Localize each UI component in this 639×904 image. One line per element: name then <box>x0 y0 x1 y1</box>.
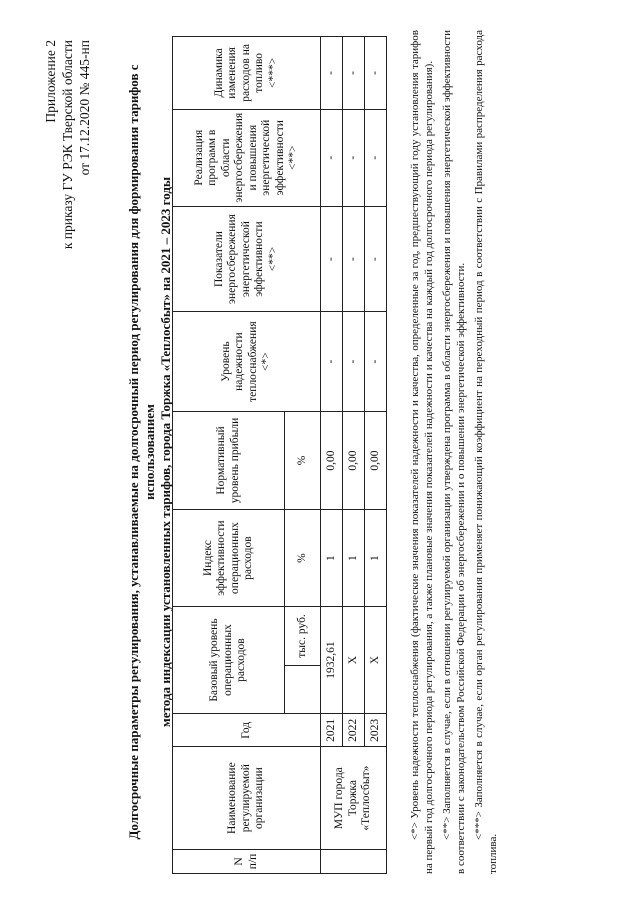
footnote-fuel: <***> Заполняется в случае, если орган регулирования применяет понижающий коэффициент на переходный период в соответствии с Правилами распределения расхода топлива. <box>473 30 499 874</box>
table-row <box>321 37 343 874</box>
cell-index: 1 <box>343 510 365 607</box>
cell-base: Х <box>343 606 365 713</box>
cell-base: 1932,61 <box>321 606 343 713</box>
cell-energy-indicators: - <box>343 206 365 312</box>
header-index: Индекс эффективности операционных расходов <box>173 510 285 607</box>
cell-year: 2021 <box>321 714 343 747</box>
cell-year: 2023 <box>365 714 387 747</box>
order-date: от 17.12.2020 № 445-нп <box>77 40 92 176</box>
header-num: N п/п <box>173 849 321 873</box>
cell-index: 1 <box>321 510 343 607</box>
cell-reliability: - <box>365 312 387 411</box>
cell-energy-indicators: - <box>365 206 387 312</box>
header-year: Год <box>173 714 321 747</box>
units-profit: % <box>285 411 321 510</box>
header-program: Реализация программ в области энергосбережения и повышения энергетической эффективности <**> <box>173 109 321 206</box>
footnote-energy-program: <**> Заполняется в случае, если в отношении регулируемой организации утверждена программа в области энергосбережения и повышения энергетической эффективности в соответствии с законодательством Российской Федерации об энергосбережении и о повышении энергетической эффективности. <box>441 30 467 874</box>
cell-program: - <box>365 109 387 206</box>
cell-profit: 0,00 <box>365 411 387 510</box>
cell-fuel: - <box>365 37 387 110</box>
cell-program: - <box>321 109 343 206</box>
order-reference: к приказу ГУ РЭК Тверской области <box>60 40 75 250</box>
units-base: тыс. руб. <box>285 606 321 665</box>
cell-index: 1 <box>365 510 387 607</box>
cell-reliability: - <box>343 312 365 411</box>
cell-year: 2022 <box>343 714 365 747</box>
header-org: Наименование регулируемой организации <box>173 747 321 849</box>
header-energy-indicators: Показатели энергосбережения энергетической эффективности <**> <box>173 206 321 312</box>
header-reliability: Уровень надежности теплоснабжения <*> <box>173 312 321 411</box>
cell-fuel: - <box>343 37 365 110</box>
footnote-reliability: <*> Уровень надежности теплоснабжения (фактические значения показателей надежности и качества, определенные за год, предшествующий году установления тарифов на первый год долгосрочного периода регулирования, а также плановые значения показателей надежности и качества на каждый год долгосрочного периода регулирования). <box>409 30 435 874</box>
table-header-row <box>173 37 285 874</box>
units-index: % <box>285 510 321 607</box>
parameters-table <box>172 36 387 874</box>
cell-energy-indicators: - <box>321 206 343 312</box>
org-name: МУП города Торжка «Теплосбыт» <box>321 747 387 849</box>
cell-base: Х <box>365 606 387 713</box>
units-empty <box>285 666 321 714</box>
cell-reliability: - <box>321 312 343 411</box>
header-base: Базовый уровень операционных расходов <box>173 606 285 713</box>
appendix-label: Приложение 2 <box>43 40 58 123</box>
header-profit: Нормативный уровень прибыли <box>173 411 285 510</box>
title-line-1: Долгосрочные параметры регулирования, устанавливаемые на долгосрочный период регулирования для формирования тарифов с использованием <box>126 64 157 840</box>
cell-profit: 0,00 <box>343 411 365 510</box>
document-title <box>126 30 174 874</box>
row-num <box>321 849 387 873</box>
cell-fuel: - <box>321 37 343 110</box>
header-fuel: Динамика изменения расходов на топливо <***> <box>173 37 321 110</box>
footnotes <box>408 30 504 874</box>
appendix-header <box>42 40 93 249</box>
cell-program: - <box>343 109 365 206</box>
cell-profit: 0,00 <box>321 411 343 510</box>
title-line-2: метода индексации установленных тарифов, города Торжка «Теплосбыт» на 2021 – 2023 годы <box>158 176 173 728</box>
